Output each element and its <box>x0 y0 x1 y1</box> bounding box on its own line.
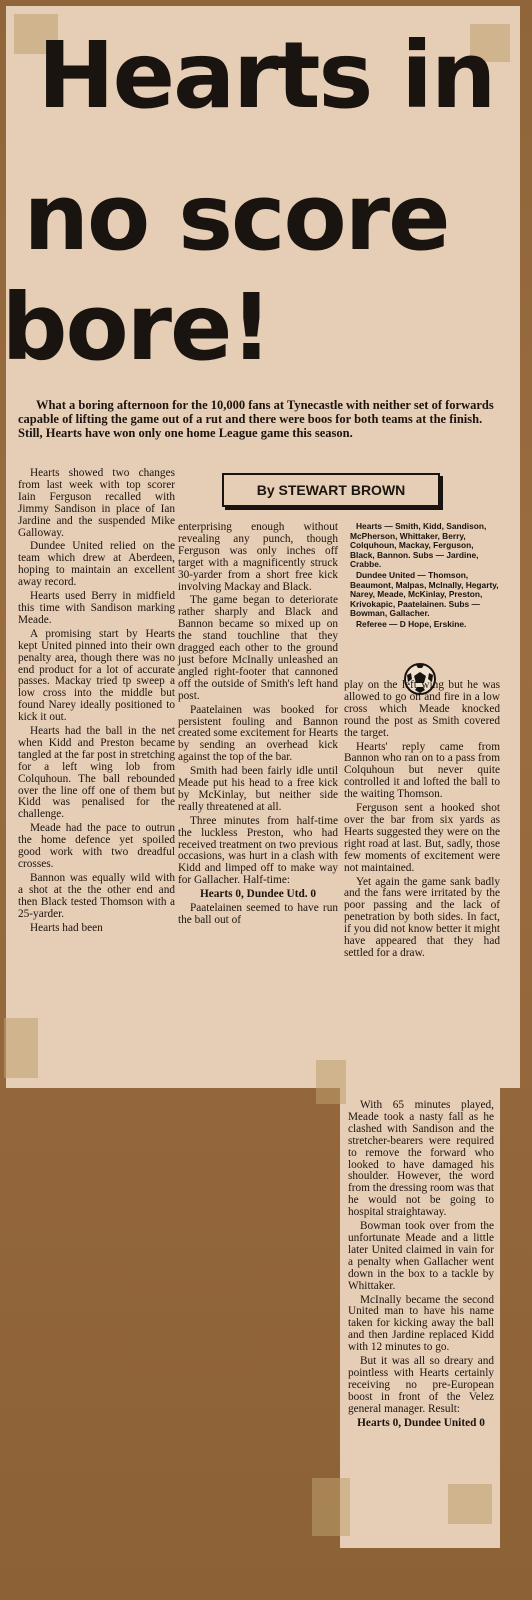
dundee-lineup: Dundee United — Thomson, Beaumont, Malpas, McInally, Hegarty, Narey, Meade, McKinlay, Preston, Krivokapic, Paatelainen. Subs — Bowman, Gallacher. <box>350 569 499 619</box>
article-column-3 <box>344 680 500 962</box>
tape-bottom-middle <box>312 1478 350 1536</box>
tape-middle <box>316 1060 346 1104</box>
tape-bottom-left <box>4 1018 38 1078</box>
headline-line-3: bore! <box>1 274 271 381</box>
paragraph: Yet again the game sank badly and the fans were irritated by the poor passing and the lack of penetration by both sides. In fact, if you did not know better it might have appeared that they had settled for a draw. <box>344 875 500 959</box>
hearts-lineup: Hearts — Smith, Kidd, Sandison, McPherson, Whittaker, Berry, Colquhoun, Mackay, Ferguson, Black, Bannon. Subs — Jardine, Crabbe. <box>350 521 487 570</box>
headline-line-2: no score <box>23 164 449 271</box>
paragraph: Bannon was equally wild with a shot at the the other end and then Black tested Thomson with a 25-yarder. <box>18 871 175 920</box>
paragraph: Smith had been fairly idle until Meade put his head to a free kick by McKinlay, but neither side really threatened at all. <box>178 765 338 813</box>
paragraph: Ferguson sent a hooked shot over the bar from six yards as Hearts suggested they were on the right road at last. But, sadly, those few moments of excitement were not maintained. <box>344 802 500 874</box>
paragraph: A promising start by Hearts kept United pinned into their own penalty area, though there was no end product for a lot of accurate passes. Mackay tried tp sweep a low cross into the middle but found Narey ideally positioned to kick it out. <box>18 627 175 724</box>
tape-bottom-right <box>448 1484 492 1524</box>
paragraph: play on the left wing but he was allowed to go on and fire in a low cross which Meade knocked round the post as Smith covered the target. <box>344 679 500 739</box>
referee: Referee — D Hope, Erskine. <box>356 618 467 629</box>
paragraph: Hearts used Berry in midfield this time with Sandison marking Meade. <box>18 590 175 626</box>
paragraph: Three minutes from half-time the luckless Preston, who had received treatment on two previous occasions, was hurt in a clash with Kidd and limped off to make way for Gallacher. Half-time: <box>178 814 338 887</box>
paragraph: Hearts had the ball in the net when Kidd and Preston became tangled at the far post in stretching for a left wing lob from Colquhoun. The ball rebounded over the line off one of them but Kidd was penalised for the challenge. <box>18 725 175 821</box>
paragraph: McInally became the second United man to have his name taken for kicking away the ball and then Jardine replaced Kidd with 12 minutes to go. <box>348 1293 494 1354</box>
byline: By STEWART BROWN <box>222 473 440 507</box>
paragraph: Meade had the pace to outrun the home defence yet spoiled good work with two dreadful crosses. <box>18 822 175 870</box>
paragraph: Paatelainen was booked for persistent fouling and Bannon created some excitement for Hearts by sending an overhead kick against the top of the bar. <box>178 703 338 764</box>
paragraph: With 65 minutes played, Meade took a nasty fall as he clashed with Sandison and the stretcher-bearers were required to remove the forward who looked to have damaged his shoulder. However, the word from the dressing room was that he would not be going to hospital straightaway. <box>348 1099 494 1219</box>
paragraph: But it was all so dreary and pointless with Hearts certainly receiving no pre-European boost in front of the Velez general manager. Result: <box>348 1355 494 1415</box>
headline-line-1: Hearts in <box>37 22 495 129</box>
half-time-score: Hearts 0, Dundee Utd. 0 <box>199 888 317 901</box>
paragraph: The game began to deteriorate rather sharply and Black and Bannon became so mixed up on the stand touchline that they dragged each other to the ground just before McInally unleashed an angled right-footer that cannoned off the outside of Smith's left hand post. <box>178 594 338 702</box>
paragraph: Dundee United relied on the team which drew at Aberdeen, hoping to maintain an excellent away record. <box>18 540 175 589</box>
team-lineups <box>350 522 500 631</box>
article-column-1 <box>18 468 175 936</box>
paragraph: Hearts showed two changes from last week with top scorer Iain Ferguson recalled with Jimmy Sandison in place of Ian Jardine and the suspended Mike Galloway. <box>18 467 175 539</box>
paragraph: Bowman took over from the unfortunate Meade and a little later United claimed in vain for a penalty when Gallacher went down in the box to a tackle by Whittaker. <box>348 1220 494 1292</box>
paragraph: Paatelainen seemed to have run the ball out of <box>178 902 338 926</box>
paragraph: enterprising enough without revealing any punch, though Ferguson was only inches off target with a magnificently struck 30-yarder from a short free kick involving Mackay and Black. <box>178 521 338 593</box>
paragraph: Hearts' reply came from Bannon who ran on to a pass from Colquhoun but never quite controlled it and lofted the ball to the waiting Thomson. <box>344 740 500 801</box>
article-column-4 <box>348 1100 494 1431</box>
standfirst: What a boring afternoon for the 10,000 fans at Tynecastle with neither set of forwards capable of lifting the game out of a rut and there were boos for both teams at the finish. Still, Hearts have won only one home League game this season. <box>18 398 494 440</box>
article-column-2 <box>178 522 338 929</box>
paragraph: Hearts had been <box>30 921 103 934</box>
final-result: Hearts 0, Dundee United 0 <box>357 1416 485 1429</box>
